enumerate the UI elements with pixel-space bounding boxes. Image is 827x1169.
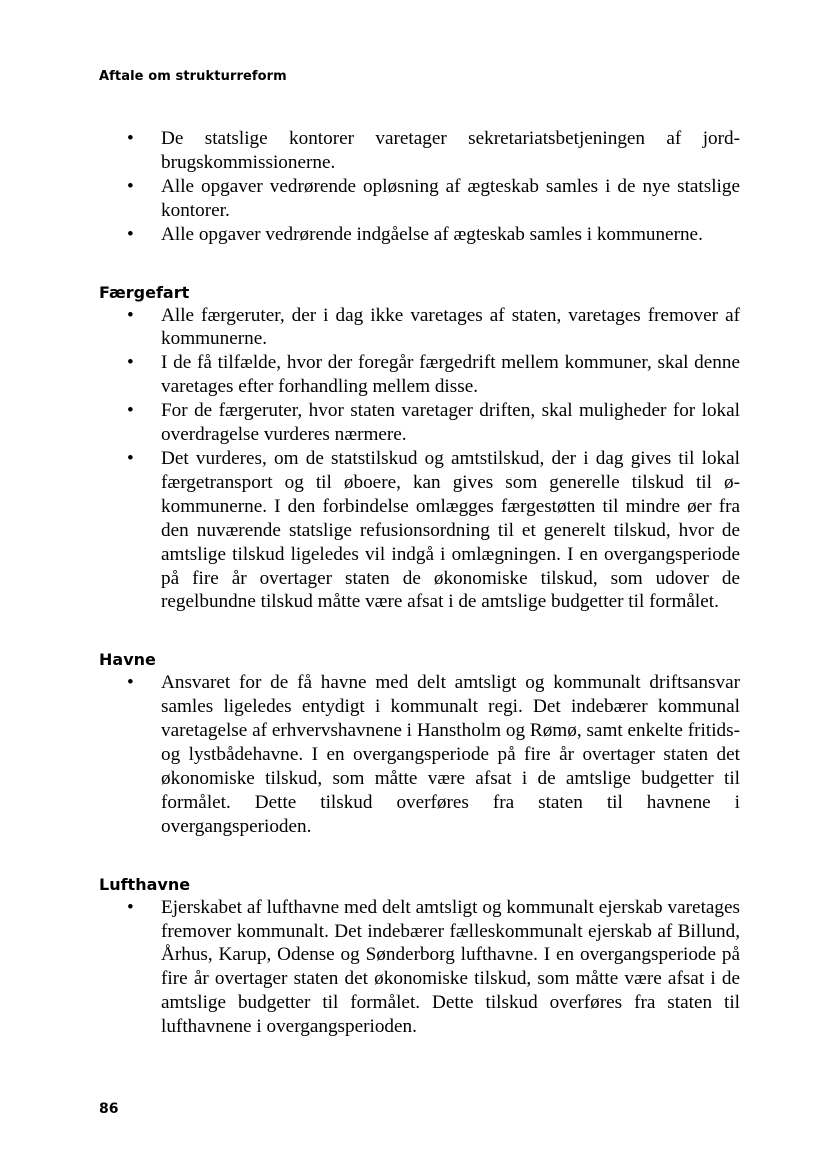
bullet-icon: • — [127, 672, 134, 694]
bullet-icon: • — [127, 447, 134, 469]
bullet-icon: • — [127, 400, 134, 422]
bullet-icon: • — [127, 352, 134, 374]
bullet-icon: • — [127, 223, 134, 245]
page-number: 86 — [99, 1101, 119, 1117]
list-item — [99, 304, 740, 352]
section-heading: Havne — [99, 650, 156, 670]
section-havne — [99, 649, 740, 838]
bullet-list — [99, 671, 740, 838]
list-item — [99, 127, 740, 175]
list-item-text: Alle færgeruter, der i dag ikke varetages af staten, varetages fremover af kommunerne. — [161, 304, 740, 350]
list-item-text: Alle opgaver vedrørende indgåelse af ægteskab samles i kommunerne. — [161, 223, 703, 245]
bullet-icon: • — [127, 896, 134, 918]
bullet-icon: • — [127, 304, 134, 326]
list-item-text: Ejerskabet af lufthavne med delt amtsligt og kommunalt ejerskab varetages fremover kommunalt. Det indebærer fælleskommunalt ejerskab af Billund, Århus, Karup, Odense og Sønderborg lufthavne. I en overgangsperiode på fire år overtager staten det økonomiske tilskud, som måtte være afsat i de amtslige budgetter til formålet. Dette tilskud overføres fra staten til lufthavnene i overgangsperioden. — [161, 896, 740, 1038]
list-item-text: For de færgeruter, hvor staten varetager driften, skal muligheder for lokal overdragelse vurderes nærmere. — [161, 400, 740, 446]
list-item — [99, 447, 740, 614]
list-item-text: Ansvaret for de få havne med delt amtsligt og kommunalt driftsansvar samles ligeledes entydigt i kommunalt regi. Det indebærer kommunal varetagelse af erhvervshavnene i Hanstholm og Rømø, samt enkelte fritids- og lystbådehavne. I en overgangsperiode på fire år overtager staten det økonomiske tilskud, som måtte være afsat i de amtslige budgetter til formålet. Dette tilskud overføres fra staten til havnene i overgangsperioden. — [161, 672, 740, 837]
list-item-text: Det vurderes, om de statstilskud og amtstilskud, der i dag gives til lokal færgetransport og til øboere, kan gives som generelle tilskud til ø-kommunerne. I den forbindelse omlægges færgestøtten til mindre øer fra den nuværende statslige refusionsordning til et generelt tilskud, hvor de amtslige tilskud ligeledes vil indgå i omlægningen. I en overgangsperiode på fire år overtager staten de økonomiske tilskud, som udover de regelbundne tilskud måtte være afsat i de amtslige budgetter til formålet. — [161, 447, 740, 613]
list-item — [99, 223, 740, 247]
bullet-list — [99, 304, 740, 615]
document-body — [99, 127, 740, 1039]
section-lufthavne — [99, 874, 740, 1039]
bullet-list — [99, 896, 740, 1039]
section-faergefart — [99, 282, 740, 615]
list-item — [99, 175, 740, 223]
list-item — [99, 896, 740, 1039]
list-item — [99, 671, 740, 838]
section-heading: Færgefart — [99, 282, 190, 302]
list-item — [99, 399, 740, 447]
section-continuation — [99, 127, 740, 247]
bullet-icon: • — [127, 128, 134, 149]
section-heading: Lufthavne — [99, 874, 191, 894]
list-item — [99, 351, 740, 399]
list-item-text: De statslige kontorer varetager sekretariatsbetjeningen af jordbrugskommissionerne. — [161, 128, 740, 173]
list-item-text: I de få tilfælde, hvor der foregår færgedrift mellem kommuner, skal denne varetages efter forhandling mellem disse. — [161, 352, 740, 398]
running-header: Aftale om strukturreform — [99, 69, 287, 84]
bullet-list — [99, 127, 740, 247]
list-item-text: Alle opgaver vedrørende opløsning af ægteskab samles i de nye statslige kontorer. — [161, 175, 740, 221]
bullet-icon: • — [127, 175, 134, 197]
